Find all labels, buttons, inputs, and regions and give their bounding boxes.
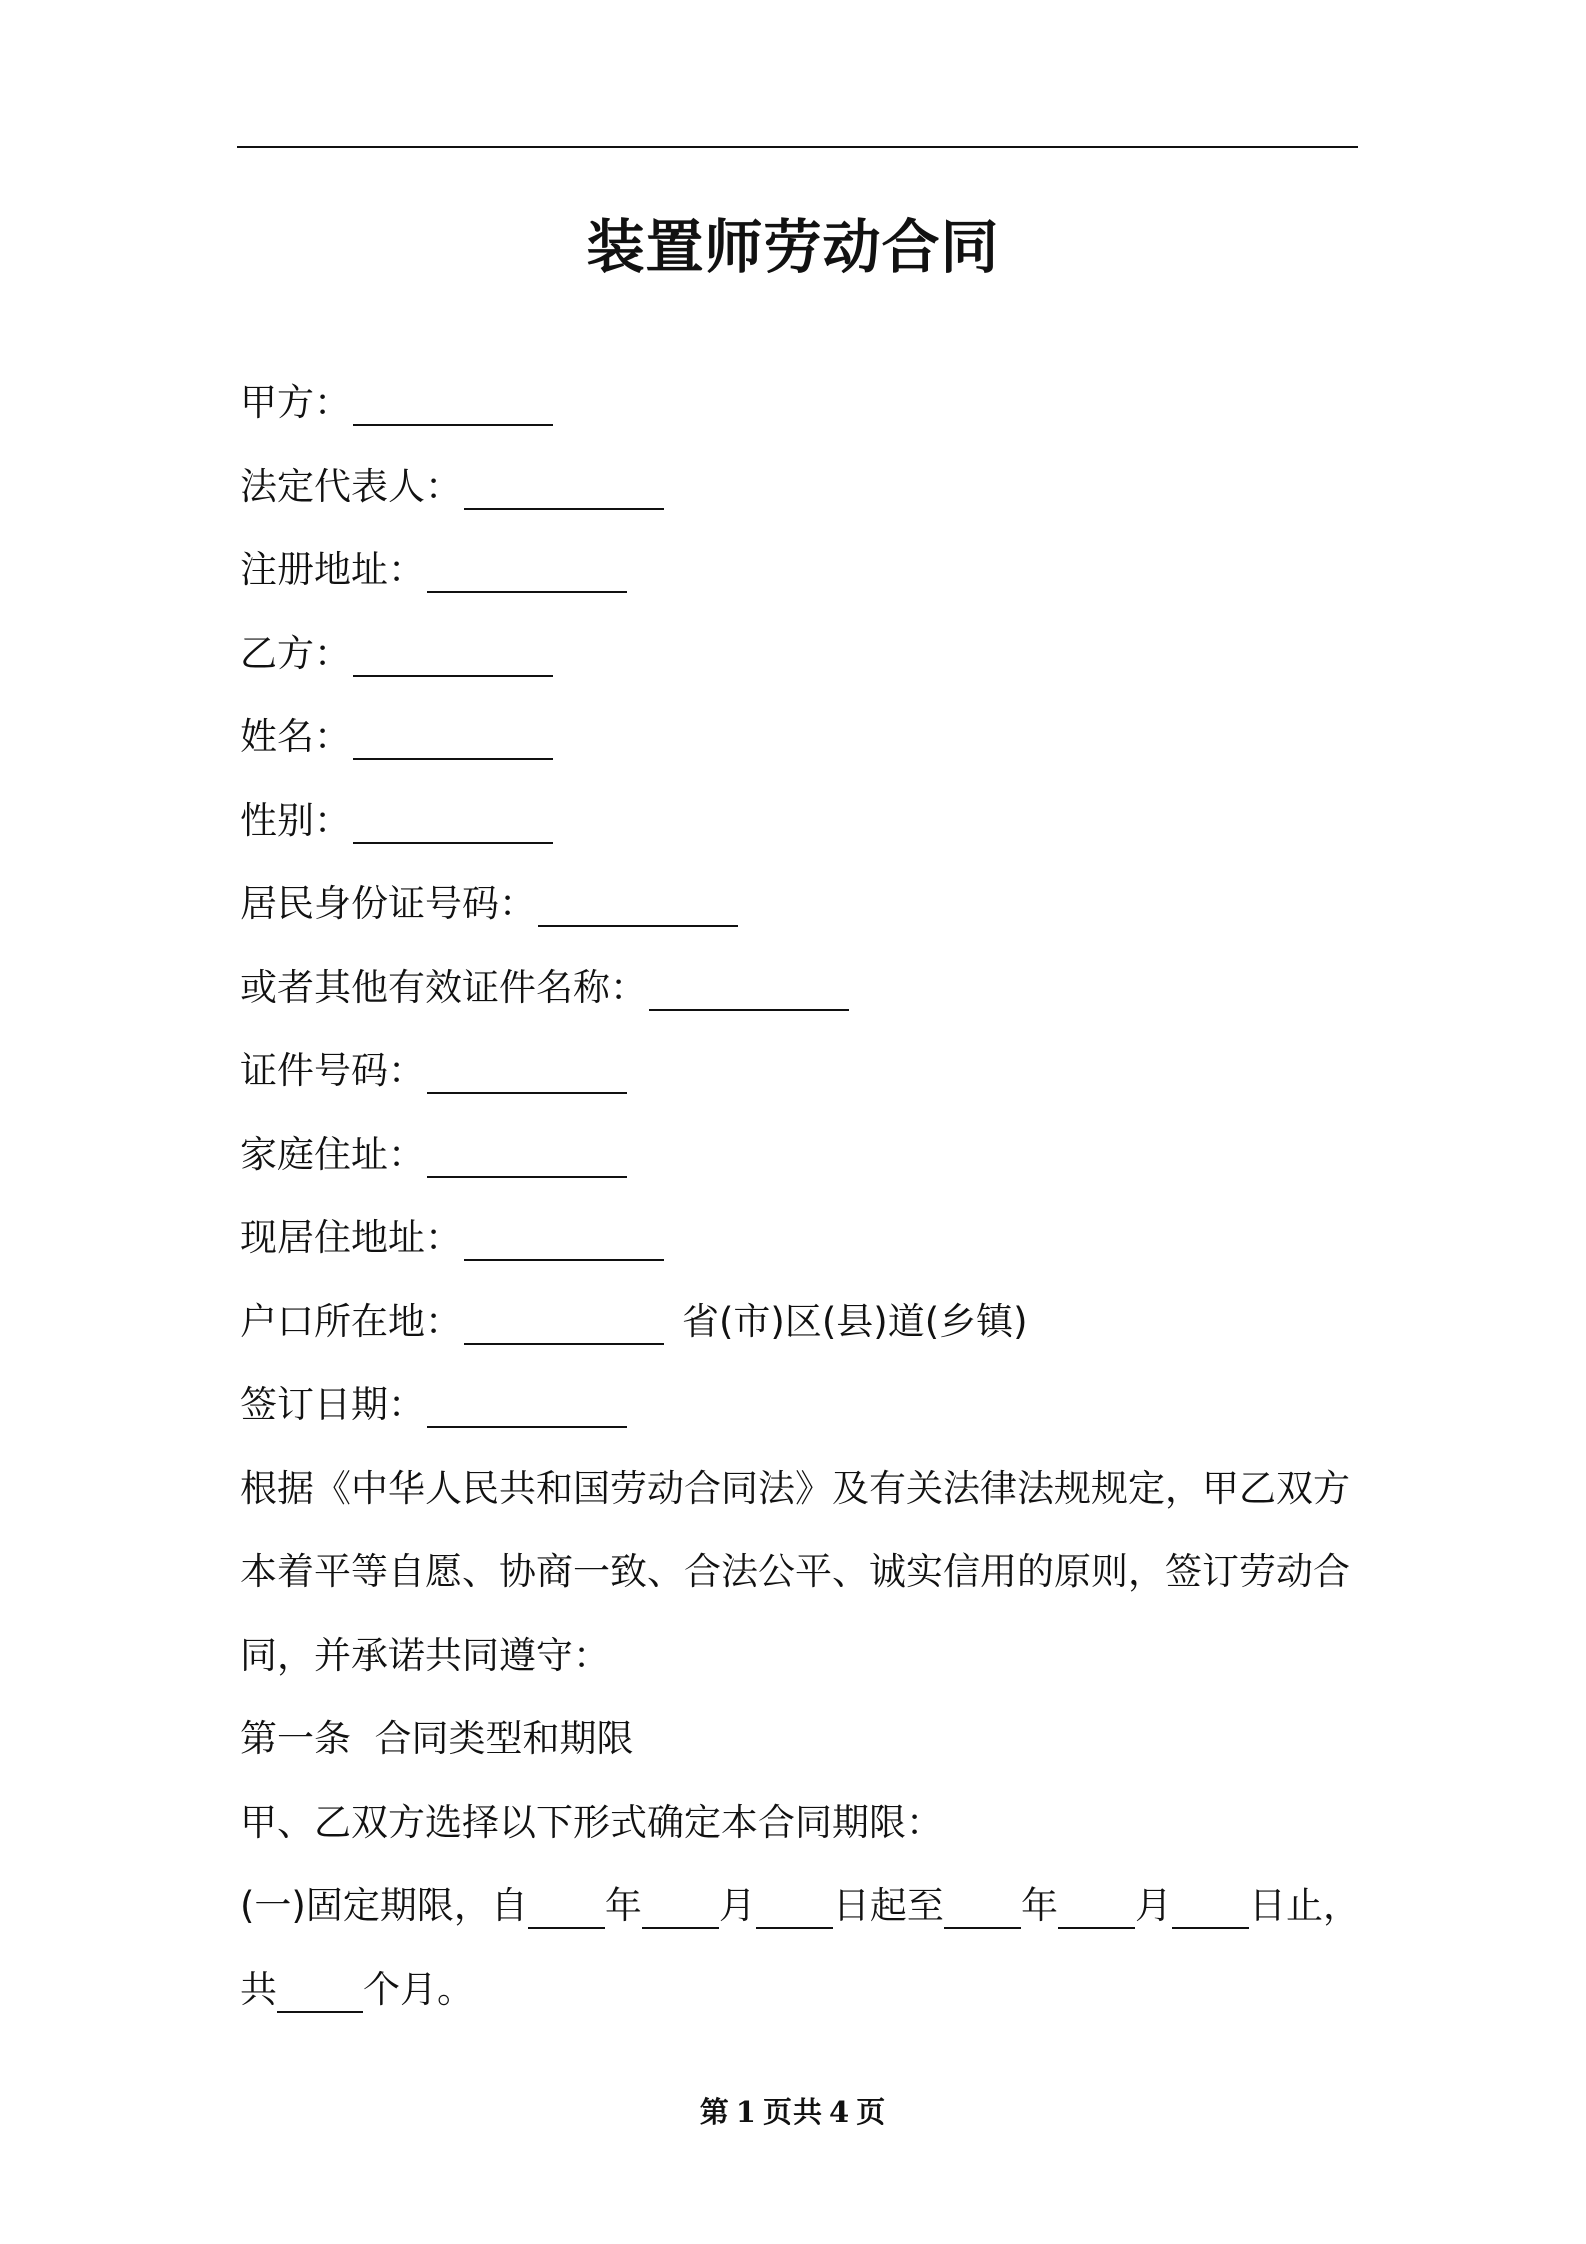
field-label: 性别： [240, 798, 351, 842]
field-party-a [240, 378, 1360, 462]
header-rule [237, 146, 1358, 148]
article-intro: 甲、乙双方选择以下形式确定本合同期限： [240, 1800, 943, 1844]
footer-middle: 页共 [762, 2095, 823, 2129]
field-legal-representative [240, 462, 1360, 546]
field-label: 注册地址： [240, 548, 425, 591]
total-pages: 4 [829, 2095, 851, 2129]
fill-blank [427, 545, 627, 593]
field-signing-date [240, 1380, 1360, 1464]
preamble-line: 同，并承诺共同遵守： [240, 1633, 610, 1677]
article-heading: 第一条 合同类型和期限 [240, 1717, 634, 1760]
fill-blank [464, 1213, 664, 1261]
field-label: 乙方： [240, 631, 351, 675]
fixed-term-prefix: (一)固定期限，自 [240, 1884, 528, 1927]
fill-blank [464, 462, 664, 510]
fill-blank [353, 378, 553, 426]
fill-blank [464, 1297, 664, 1345]
field-label: 甲方： [240, 381, 351, 424]
field-label: 法定代表人： [240, 464, 462, 508]
fill-blank [277, 1965, 363, 2013]
fill-blank [1058, 1881, 1135, 1929]
fill-blank [353, 629, 553, 677]
field-label: 居民身份证号码： [240, 882, 536, 925]
field-other-id-name [240, 963, 1360, 1047]
fill-blank [353, 712, 553, 760]
total-prefix: 共 [240, 1967, 277, 2011]
field-name [240, 712, 1360, 796]
day-label: 日止， [1248, 1884, 1360, 1927]
field-label: 户口所在地： [240, 1299, 462, 1343]
field-label: 或者其他有效证件名称： [240, 965, 647, 1009]
year-label: 年 [1020, 1884, 1058, 1927]
fill-blank [427, 1046, 627, 1094]
contract-body [240, 378, 1360, 2048]
field-id-number [240, 879, 1360, 963]
fill-blank [649, 963, 849, 1011]
page-footer [0, 2090, 1586, 2131]
field-label: 姓名： [240, 715, 351, 758]
month-label: 月 [718, 1884, 756, 1927]
fill-blank [427, 1380, 627, 1428]
fill-blank [642, 1881, 719, 1929]
fill-blank [538, 879, 738, 927]
fill-blank [944, 1881, 1021, 1929]
field-suffix: 省(市)区(县)道(乡镇) [682, 1299, 1028, 1343]
field-party-b [240, 629, 1360, 713]
footer-prefix: 第 [699, 2095, 730, 2129]
fixed-term-line [240, 1881, 1360, 1965]
page-number: 1 [735, 2095, 757, 2129]
fill-blank [353, 796, 553, 844]
day-label: 日起至 [832, 1884, 944, 1927]
preamble-line: 本着平等自愿、协商一致、合法公平、诚实信用的原则，签订劳动合 [240, 1550, 1350, 1593]
field-household-registration [240, 1297, 1360, 1381]
field-certificate-number [240, 1046, 1360, 1130]
fixed-term-total-line [240, 1965, 1360, 2049]
field-current-address [240, 1213, 1360, 1297]
document-title: 装置师劳动合同 [586, 213, 1000, 281]
preamble-line: 根据《中华人民共和国劳动合同法》及有关法律法规规定，甲乙双方 [240, 1466, 1350, 1510]
field-label: 现居住地址： [240, 1216, 462, 1259]
fill-blank [528, 1881, 605, 1929]
fill-blank [756, 1881, 833, 1929]
field-home-address [240, 1130, 1360, 1214]
footer-suffix: 页 [856, 2095, 887, 2129]
fill-blank [1172, 1881, 1249, 1929]
total-suffix: 个月。 [363, 1967, 474, 2011]
fill-blank [427, 1130, 627, 1178]
field-label: 签订日期： [240, 1383, 425, 1426]
field-label: 家庭住址： [240, 1132, 425, 1176]
field-registered-address [240, 545, 1360, 629]
field-gender [240, 796, 1360, 880]
month-label: 月 [1134, 1884, 1172, 1927]
field-label: 证件号码： [240, 1049, 425, 1092]
year-label: 年 [604, 1884, 642, 1927]
